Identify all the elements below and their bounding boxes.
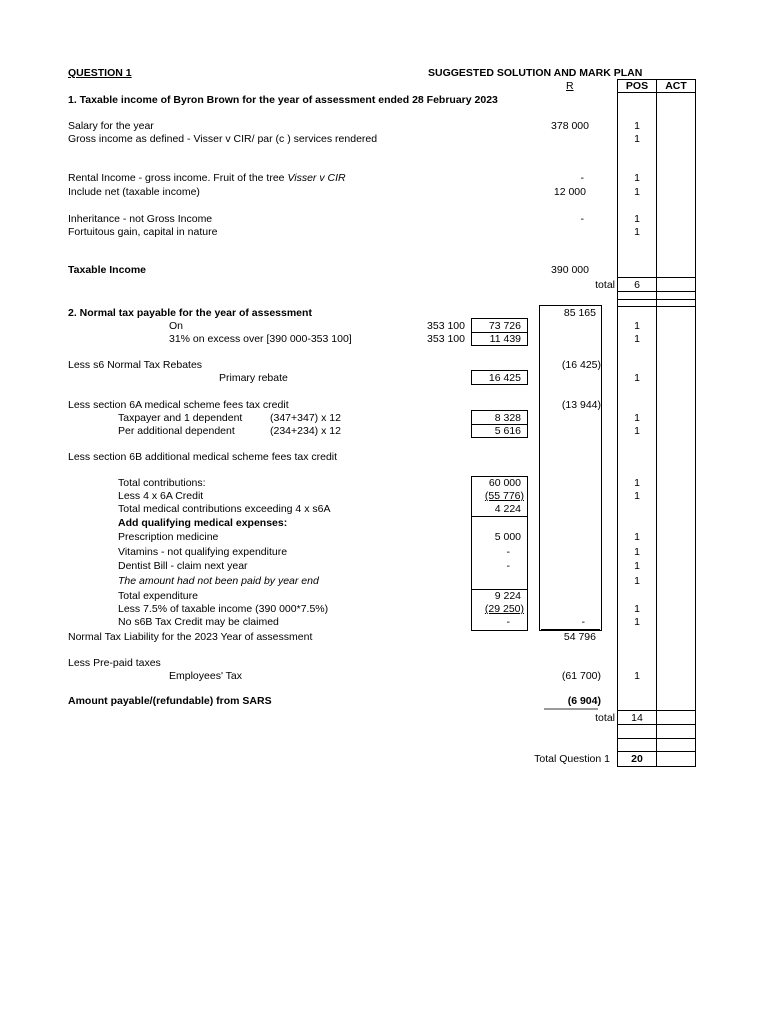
primary-rebate-amount: 16 425 — [488, 372, 521, 384]
on-amount: 73 726 — [488, 320, 521, 332]
part1-total-marks: 6 — [634, 279, 640, 291]
prepaid-label: Less Pre-paid taxes — [68, 657, 161, 669]
s6b-row-amount: - — [506, 560, 510, 572]
row-mark: 1 — [634, 412, 640, 424]
payable-label: Amount payable/(refundable) from SARS — [68, 695, 272, 707]
rule — [617, 724, 696, 725]
rule — [617, 299, 696, 300]
part2-heading: 2. Normal tax payable for the year of assessment — [68, 307, 312, 319]
s6b-row-amount: 9 224 — [494, 590, 521, 602]
s6b-row-label: No s6B Tax Credit may be claimed — [118, 616, 279, 628]
s6a-add-calc: (234+234) x 12 — [270, 425, 341, 437]
total-question-label: Total Question 1 — [534, 753, 610, 765]
s6a-label: Less section 6A medical scheme fees tax credit — [68, 399, 289, 411]
primary-rebate-label: Primary rebate — [219, 372, 288, 384]
row-amount: - — [580, 172, 584, 184]
excess-amount: 11 439 — [489, 333, 521, 345]
s6b-row-amount: 5 000 — [494, 531, 521, 543]
s6b-row-label: Prescription medicine — [118, 531, 219, 543]
rule — [617, 751, 696, 752]
row-mark: 1 — [634, 425, 640, 437]
s6b-row-label: Vitamins - not qualifying expenditure — [118, 546, 288, 558]
s6b-row-label: Total medical contributions exceeding 4 x s6A — [118, 503, 331, 515]
s6b-row-label: Less 4 x 6A Credit — [118, 490, 204, 502]
s6b-total: - — [581, 616, 585, 628]
row-label: Fortuitous gain, capital in nature — [68, 226, 218, 238]
rule — [617, 306, 696, 307]
excess-label: 31% on excess over [390 000-353 100] — [169, 333, 352, 345]
row-mark: 1 — [634, 186, 640, 198]
s6a-dep-amount: 8 328 — [494, 412, 521, 424]
row-mark: 1 — [634, 546, 640, 558]
row-mark: 1 — [634, 120, 640, 132]
rule — [617, 710, 696, 711]
s6b-row-label: Less 7.5% of taxable income (390 000*7.5%) — [118, 603, 329, 615]
col-act-header: ACT — [665, 80, 687, 92]
row-amount: 378 000 — [551, 120, 589, 132]
row-mark: 1 — [634, 333, 640, 345]
row-mark: 1 — [634, 603, 640, 615]
row-mark: 1 — [634, 531, 640, 543]
s6b-label: Less section 6B additional medical scheme fees tax credit — [68, 451, 338, 463]
row-mark: 1 — [634, 616, 640, 628]
taxable-income-label: Taxable Income — [68, 264, 147, 276]
row-mark: 1 — [634, 490, 640, 502]
row-label: Gross income as defined - Visser v CIR/ par (c ) services rendered — [68, 133, 378, 145]
col-r-header: R — [566, 80, 574, 92]
col-pos-header: POS — [625, 80, 649, 92]
part2-total-marks: 14 — [631, 712, 643, 724]
row-label: Rental Income - gross income. Fruit of the tree Visser v CIR — [68, 172, 346, 184]
rebates-total: (16 425) — [561, 359, 601, 371]
row-mark: 1 — [634, 320, 640, 332]
liability-label: Normal Tax Liability for the 2023 Year of assessment — [68, 631, 313, 643]
double-underline — [544, 708, 598, 710]
s6b-row-label: Dentist Bill - claim next year — [118, 560, 248, 572]
solution-title: SUGGESTED SOLUTION AND MARK PLAN — [428, 67, 643, 79]
row-mark: 1 — [634, 372, 640, 384]
s6b-row-amount: - — [506, 616, 510, 628]
row-mark: 1 — [634, 133, 640, 145]
s6b-row-amount: (29 250) — [484, 603, 524, 615]
question-title: QUESTION 1 — [68, 67, 132, 79]
s6b-row-label: Add qualifying medical expenses: — [118, 517, 288, 529]
part1-total-label: total — [595, 279, 615, 291]
row-mark: 1 — [634, 670, 640, 682]
row-amount: 12 000 — [553, 186, 586, 198]
row-mark: 1 — [634, 172, 640, 184]
row-amount: - — [580, 213, 584, 225]
part2-total-label: total — [595, 712, 615, 724]
on-base: 353 100 — [427, 320, 465, 332]
on-label: On — [169, 320, 184, 332]
row-label: Include net (taxable income) — [68, 186, 200, 198]
act-column — [656, 79, 696, 767]
rebates-label: Less s6 Normal Tax Rebates — [68, 359, 203, 371]
row-mark: 1 — [634, 560, 640, 572]
row-mark: 1 — [634, 575, 640, 587]
liability-amount: 54 796 — [563, 631, 596, 643]
s6b-row-label: The amount had not been paid by year end — [118, 575, 319, 587]
payable-amount: (6 904) — [567, 695, 601, 707]
employees-tax-label: Employees' Tax — [169, 670, 243, 682]
s6b-row-amount: 60 000 — [488, 477, 521, 489]
s6b-row-amount: - — [506, 546, 510, 558]
header-rule — [617, 92, 696, 93]
rule — [617, 738, 696, 739]
s6b-row-amount: 4 224 — [494, 503, 521, 515]
rule — [617, 277, 696, 278]
total-question-marks: 20 — [631, 753, 643, 765]
part1-heading: 1. Taxable income of Byron Brown for the year of assessment ended 28 February 2023 — [68, 94, 498, 106]
amount-column-box — [539, 305, 602, 631]
s6a-add-amount: 5 616 — [494, 425, 521, 437]
s6b-row-amount: (55 776) — [484, 490, 524, 502]
taxable-income-amount: 390 000 — [551, 264, 589, 276]
s6b-row-label: Total contributions: — [118, 477, 206, 489]
row-label: Inheritance - not Gross Income — [68, 213, 213, 225]
s6a-dep-calc: (347+347) x 12 — [270, 412, 341, 424]
rule — [541, 629, 600, 630]
row-mark: 1 — [634, 226, 640, 238]
employees-tax-amount: (61 700) — [561, 670, 601, 682]
excess-base: 353 100 — [427, 333, 465, 345]
normal-tax-amount: 85 165 — [563, 307, 596, 319]
row-mark: 1 — [634, 477, 640, 489]
rule — [617, 291, 696, 292]
s6a-total: (13 944) — [561, 399, 601, 411]
row-mark: 1 — [634, 213, 640, 225]
s6a-dep-label: Taxpayer and 1 dependent — [118, 412, 243, 424]
s6a-add-label: Per additional dependent — [118, 425, 235, 437]
row-label: Salary for the year — [68, 120, 154, 132]
s6b-row-label: Total expenditure — [118, 590, 198, 602]
